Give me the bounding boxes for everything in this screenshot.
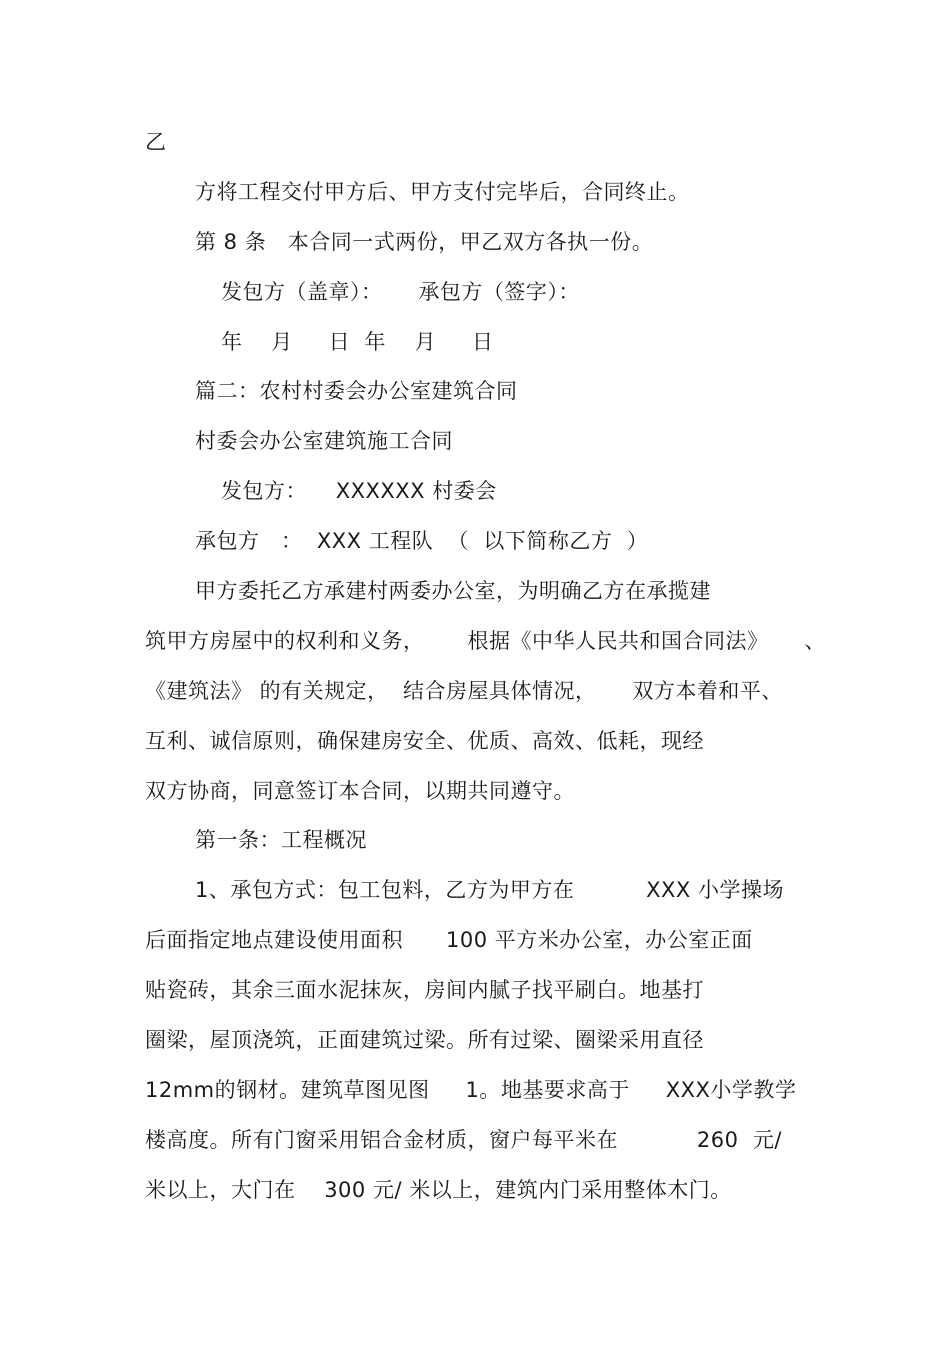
section-heading: 篇二：农村村委会办公室建筑合同 bbox=[195, 379, 518, 403]
text-line-10: 甲方委托乙方承建村两委办公室，为明确乙方在承揽建 bbox=[195, 579, 711, 603]
party-contractor: 承包方 ： XXX 工程队 （ 以下简称乙方 ） bbox=[195, 529, 649, 553]
text-line-2: 方将工程交付甲方后、甲方支付完毕后，合同终止。 bbox=[195, 180, 690, 204]
contract-title: 村委会办公室建筑施工合同 bbox=[195, 429, 453, 453]
party-client: 发包方： XXXXXX 村委会 bbox=[221, 479, 497, 503]
text-line-1: 乙 bbox=[145, 130, 167, 154]
text-line-13: 互利、诚信原则，确保建房安全、优质、高效、低耗，现经 bbox=[145, 729, 704, 753]
text-line-22: 米以上，大门在 300 元/ 米以上，建筑内门采用整体木门。 bbox=[145, 1178, 732, 1202]
text-line-19: 圈梁，屋顶浇筑，正面建筑过梁。所有过梁、圈梁采用直径 bbox=[145, 1028, 704, 1052]
text-line-11: 筑甲方房屋中的权利和义务， 根据《中华人民共和国合同法》 、 bbox=[145, 629, 826, 653]
text-line-21: 楼高度。所有门窗采用铝合金材质，窗户每平米在 260 元/ bbox=[145, 1128, 782, 1152]
text-line-18: 贴瓷砖，其余三面水泥抹灰，房间内腻子找平刷白。地基打 bbox=[145, 978, 704, 1002]
text-line-17: 后面指定地点建设使用面积 100 平方米办公室，办公室正面 bbox=[145, 928, 753, 952]
text-line-3: 第 8 条 本合同一式两份，甲乙双方各执一份。 bbox=[195, 230, 654, 254]
text-line-14: 双方协商，同意签订本合同，以期共同遵守。 bbox=[145, 779, 575, 803]
article-heading: 第一条：工程概况 bbox=[195, 828, 367, 852]
text-line-20: 12mm的钢材。建筑草图见图 1。地基要求高于 XXX小学教学 bbox=[145, 1078, 797, 1102]
text-line-12: 《建筑法》 的有关规定， 结合房屋具体情况， 双方本着和平、 bbox=[145, 679, 783, 703]
date-fields: 年 月 日 年 月 日 bbox=[221, 330, 494, 354]
text-line-16: 1、承包方式：包工包料，乙方为甲方在 XXX 小学操场 bbox=[195, 878, 784, 902]
signature-labels: 发包方（盖章）： 承包方（签字）： bbox=[221, 280, 580, 304]
